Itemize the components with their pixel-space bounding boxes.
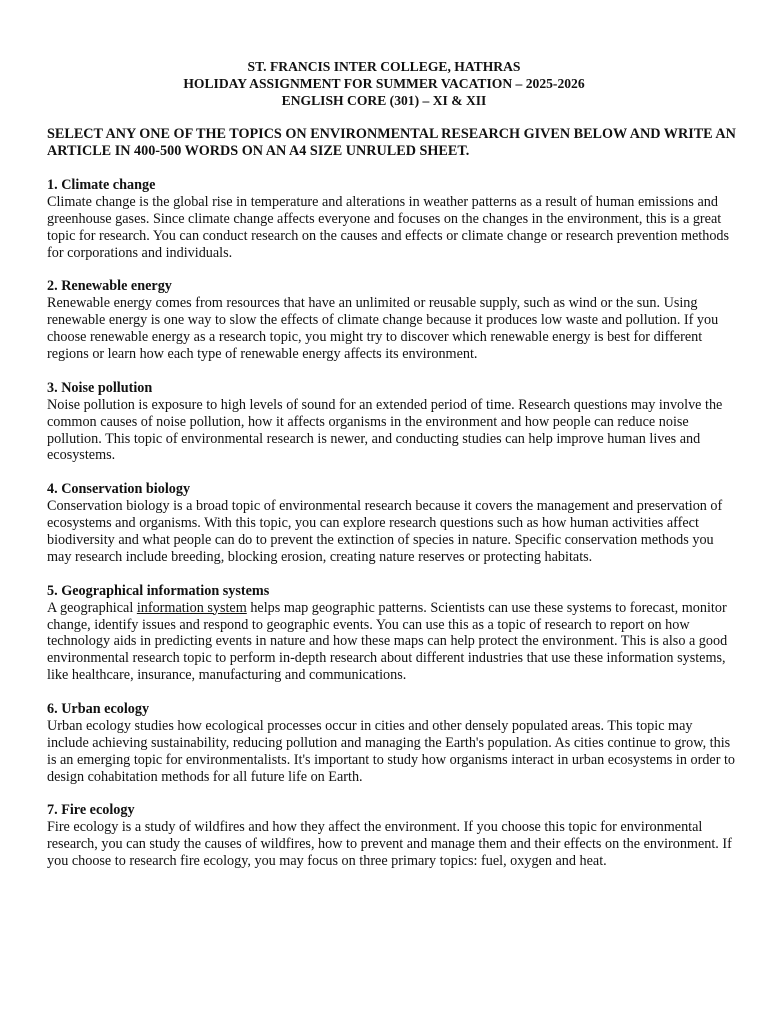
topic-body: Urban ecology studies how ecological processes occur in cities and other densely populated areas. This topic may include achieving sustainability, reducing pollution and managing the Earth's population. As cities continue to grow, this is an emerging topic for environmentalists. It's important to study how organisms interact in urban ecosystems in order to design cohabitation methods for all future life on Earth.	[47, 717, 736, 785]
topic-body: Climate change is the global rise in temperature and alterations in weather patterns as a result of human emissions and greenhouse gases. Since climate change affects everyone and focuses on the changes in the environment, this is a great topic for research. You can conduct research on the causes and effects or climate change or research prevention methods for corporations and individuals.	[47, 193, 730, 261]
school-name: ST. FRANCIS INTER COLLEGE, HATHRAS	[247, 59, 521, 74]
topic-body: Renewable energy comes from resources that have an unlimited or reusable supply, such as wind or the sun. Using renewable energy is one way to slow the effects of climate change because it produces low waste and pollution. If you choose renewable energy as a research topic, you might try to discover which renewable energy is best for different regions or learn how each type of renewable energy affects its environment.	[47, 295, 719, 363]
topic-title: 4. Conservation biology	[47, 481, 191, 498]
topic-urban-ecology	[47, 701, 737, 786]
topic-body	[47, 600, 737, 685]
topic-noise-pollution	[47, 380, 737, 465]
information-system-link[interactable]: information system	[136, 599, 247, 616]
topic-title: 7. Fire ecology	[47, 802, 135, 819]
topic-body: Fire ecology is a study of wildfires and how they affect the environment. If you choose this topic for environmental research, you can study the causes of wildfires, how to prevent and manage them and their effects on the environment. If you choose to research fire ecology, you may focus on three primary topics: fuel, oxygen and heat.	[47, 819, 732, 870]
topic-climate-change	[47, 177, 737, 262]
topic-title: 6. Urban ecology	[47, 701, 150, 718]
assignment-instruction: SELECT ANY ONE OF THE TOPICS ON ENVIRONMENTAL RESEARCH GIVEN BELOW AND WRITE AN ARTICLE IN 400-500 WORDS ON AN A4 SIZE UNRULED SHEET.	[47, 126, 736, 159]
topic-title: 2. Renewable energy	[47, 278, 172, 295]
topic-title: 5. Geographical information systems	[47, 582, 270, 599]
topic-title: 3. Noise pollution	[47, 379, 153, 396]
topic-list	[47, 177, 737, 887]
topic-renewable-energy	[47, 278, 737, 363]
topic-geographical-information-systems	[47, 583, 737, 684]
topic-body: Conservation biology is a broad topic of environmental research because it covers the management and preservation of ecosystems and organisms. With this topic, you can explore research questions such as how human activities affect biodiversity and what people can do to prevent the extinction of species in nature. Specific conservation methods you may research include breeding, blocking erosion, creating nature reserves or protecting habitats.	[47, 498, 723, 565]
topic-body-start: A geographical	[47, 599, 137, 616]
topic-fire-ecology	[47, 802, 737, 870]
topic-body-end: helps map geographic patterns. Scientists can use these systems to forecast, monitor change, identify issues and respond to geographic events. You can use this as a topic of research to report on how technology aids in predicting events in nature and how these maps can help protect the environment. This is also a good environmental research topic to perform in-depth research about different industries that use these information systems, like healthcare, insurance, manufacturing and communications.	[47, 599, 728, 684]
assignment-title: HOLIDAY ASSIGNMENT FOR SUMMER VACATION – 2025-2026	[183, 76, 585, 91]
subject-line: ENGLISH CORE (301) – XI & XII	[281, 93, 487, 108]
topic-title: 1. Climate change	[47, 177, 156, 193]
document-header	[0, 58, 768, 109]
topic-conservation-biology	[47, 481, 737, 566]
topic-body: Noise pollution is exposure to high levels of sound for an extended period of time. Research questions may involve the common causes of noise pollution, how it affects organisms in the environment and how people can reduce noise pollution. This topic of environmental research is newer, and conducting studies can help improve human lives and ecosystems.	[47, 396, 723, 464]
